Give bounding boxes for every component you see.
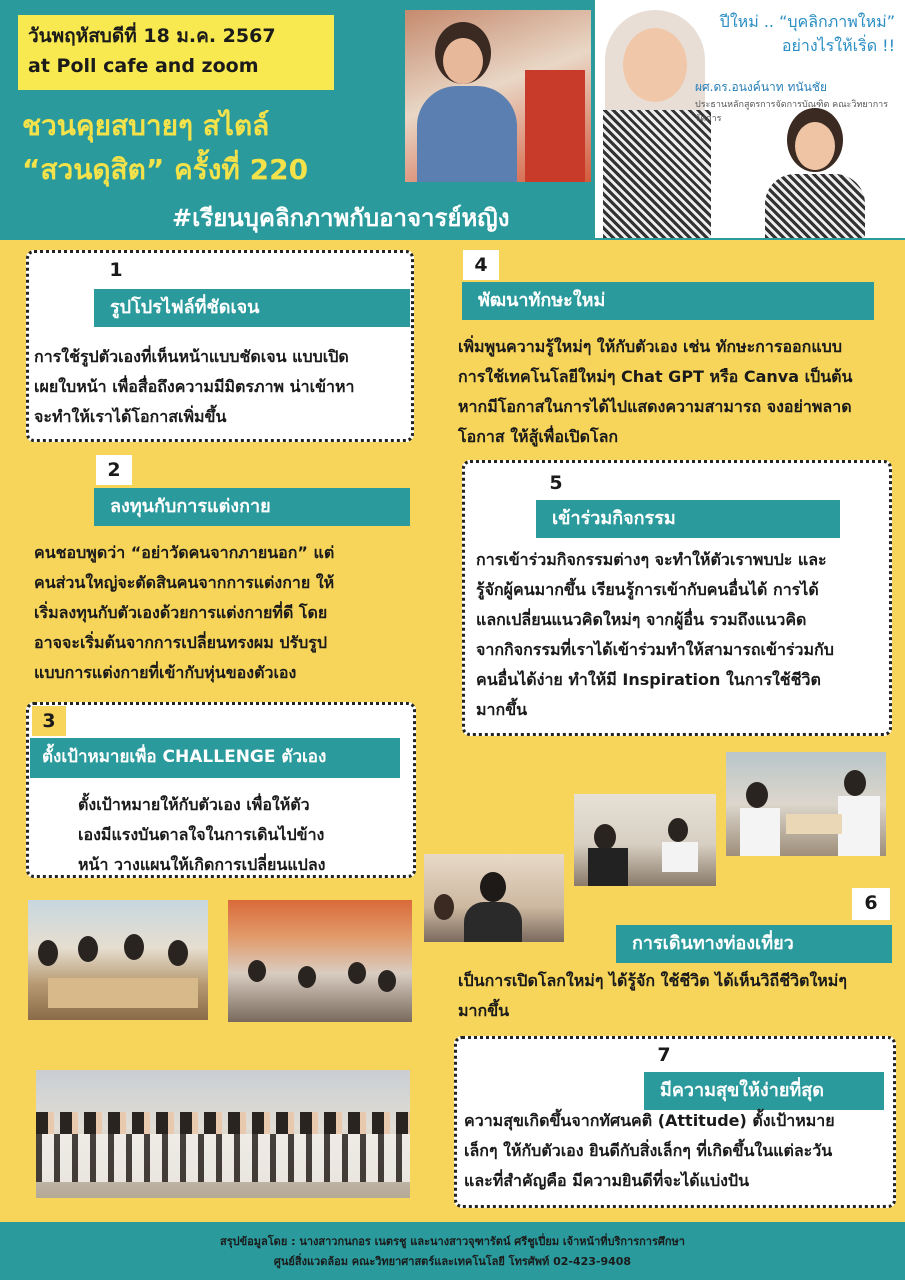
- tip-7-line: และที่สำคัญคือ มีความยินดีที่จะได้แบ่งปัน: [464, 1171, 750, 1190]
- tip-5-line: คนอื่นได้ง่าย ทำให้มี Inspiration ในการใช้ชีวิต: [476, 670, 821, 689]
- event-hashtag: #เรียนบุคลิกภาพกับอาจารย์หญิง: [172, 204, 510, 232]
- tip-text-7: [464, 1106, 894, 1196]
- tip-7-line: เล็กๆ ให้กับตัวเอง ยินดีกับสิ่งเล็กๆ ที่เกิดขึ้นในแต่ละวัน: [464, 1141, 833, 1160]
- speaker-photo: [405, 10, 591, 182]
- speaker-name: ผศ.ดร.อนงค์นาท ทนันชัย: [695, 80, 827, 94]
- tip-5-line: แลกเปลี่ยนแนวคิดใหม่ๆ จากผู้อื่น รวมถึงแนวคิด: [476, 610, 807, 629]
- tip-number-7: 7: [646, 1040, 682, 1070]
- footer-contact: ศูนย์สิ่งแวดล้อม คณะวิทยาศาสตร์และเทคโนโลยี โทรศัพท์ 02-423-9408: [273, 1255, 632, 1268]
- tip-3-line: หน้า วางแผนให้เกิดการเปลี่ยนแปลง: [78, 855, 326, 874]
- tip-number-6: 6: [852, 888, 890, 920]
- event-photo-table-talk: [574, 794, 716, 886]
- event-date-box: [18, 15, 334, 90]
- tip-number-3: 3: [32, 706, 66, 736]
- poster-headline-1: ปีใหม่ .. “บุคลิกภาพใหม่”: [719, 12, 895, 31]
- tip-5-line: การเข้าร่วมกิจกรรมต่างๆ จะทำให้ตัวเราพบปะ และ: [476, 550, 827, 569]
- tip-3-line: ตั้งเป้าหมายให้กับตัวเอง เพื่อให้ตัว: [78, 795, 310, 814]
- tip-4-line: เพิ่มพูนความรู้ใหม่ๆ ให้กับตัวเอง เช่น ทักษะการออกแบบ: [458, 337, 842, 356]
- tip-2-line: แบบการแต่งกายที่เข้ากับหุ่นของตัวเอง: [34, 663, 297, 682]
- tip-title-4: พัฒนาทักษะใหม่: [462, 282, 874, 320]
- tip-title-5: เข้าร่วมกิจกรรม: [536, 500, 840, 538]
- event-location: at Poll cafe and zoom: [28, 55, 259, 77]
- footer: [0, 1222, 905, 1280]
- tip-5-line: มากขึ้น: [476, 700, 528, 719]
- tip-title-6: การเดินทางท่องเที่ยว: [616, 925, 892, 963]
- tip-2-line: คนชอบพูดว่า “อย่าวัดคนจากภายนอก” แต่: [34, 543, 335, 562]
- event-photo-cafe: [228, 900, 412, 1022]
- tip-title-2: ลงทุนกับการแต่งกาย: [94, 488, 410, 526]
- tip-4-line: โอกาส ให้สู้เพื่อเปิดโลก: [458, 427, 619, 446]
- tip-text-3: [78, 790, 408, 880]
- event-date: วันพฤหัสบดีที่ 18 ม.ค. 2567: [28, 25, 276, 47]
- tip-6-line: มากขึ้น: [458, 1001, 510, 1020]
- tip-title-3: ตั้งเป้าหมายเพื่อ CHALLENGE ตัวเอง: [30, 738, 400, 778]
- tip-1-line: จะทำให้เราได้โอกาสเพิ่มขึ้น: [34, 407, 227, 426]
- tip-title-7: มีความสุขให้ง่ายที่สุด: [644, 1072, 884, 1110]
- tip-number-4: 4: [463, 250, 499, 280]
- tip-2-line: คนส่วนใหญ่จะตัดสินคนจากการแต่งกาย ให้: [34, 573, 335, 592]
- tip-text-5: [476, 545, 888, 725]
- tip-2-line: อาจจะเริ่มต้นจากการเปลี่ยนทรงผม ปรับรูป: [34, 633, 328, 652]
- event-title-line1: ชวนคุยสบายๆ สไตล์: [22, 109, 270, 142]
- tip-5-line: จากกิจกรรมที่เราได้เข้าร่วมทำให้สามารถเข้าร่วมกับ: [476, 640, 834, 659]
- event-photo-group: [36, 1070, 410, 1198]
- poster-speaker: [695, 78, 900, 125]
- poster-headline-2: อย่างไรให้เริ่ด !!: [781, 36, 895, 55]
- tip-text-1: [34, 342, 410, 432]
- tip-1-line: การใช้รูปตัวเองที่เห็นหน้าแบบชัดเจน แบบเปิด: [34, 347, 349, 366]
- event-photo-speaker-mic: [424, 854, 564, 942]
- tip-2-line: เริ่มลงทุนกับตัวเองด้วยการแต่งกายที่ดี โดย: [34, 603, 328, 622]
- tip-4-line: หากมีโอกาสในการได้ไปแสดงความสามารถ จงอย่าพลาด: [458, 397, 852, 416]
- tip-5-line: รู้จักผู้คนมากขึ้น เรียนรู้การเข้ากับคนอื่นได้ การได้: [476, 580, 819, 599]
- footer-credit: สรุปข้อมูลโดย : นางสาวกนกอร เนตรชู และนางสาวจุฑารัตน์ ศรีชูเปี่ยม เจ้าหน้าที่บริการการศึกษา: [220, 1235, 685, 1248]
- poster-headline: [660, 10, 895, 58]
- event-title-line2: “สวนดุสิต” ครั้งที่ 220: [22, 153, 309, 186]
- speaker-role: ประธานหลักสูตรการจัดการบัณฑิต คณะวิทยาการจัดการ: [695, 100, 889, 124]
- tip-number-1: 1: [98, 255, 134, 285]
- tip-6-line: เป็นการเปิดโลกใหม่ๆ ได้รู้จัก ใช้ชีวิต ได้เห็นวิถีชีวิตใหม่ๆ: [458, 971, 847, 990]
- tip-1-line: เผยใบหน้า เพื่อสื่อถึงความมีมิตรภาพ น่าเข้าหา: [34, 377, 355, 396]
- tip-7-line: ความสุขเกิดขึ้นจากทัศนคติ (Attitude) ตั้งเป้าหมาย: [464, 1111, 835, 1130]
- tip-number-5: 5: [538, 468, 574, 498]
- event-photo-students: [726, 752, 886, 856]
- event-photo-group-discussion: [28, 900, 208, 1020]
- tip-4-line: การใช้เทคโนโลยีใหม่ๆ Chat GPT หรือ Canva เป็นต้น: [458, 367, 853, 386]
- tip-number-2: 2: [96, 455, 132, 485]
- tip-text-4: [458, 332, 898, 452]
- tip-3-line: เองมีแรงบันดาลใจในการเดินไปข้าง: [78, 825, 325, 844]
- tip-text-2: [34, 538, 410, 688]
- tip-title-1: รูปโปรไฟล์ที่ชัดเจน: [94, 289, 410, 327]
- tip-text-6: [458, 966, 898, 1026]
